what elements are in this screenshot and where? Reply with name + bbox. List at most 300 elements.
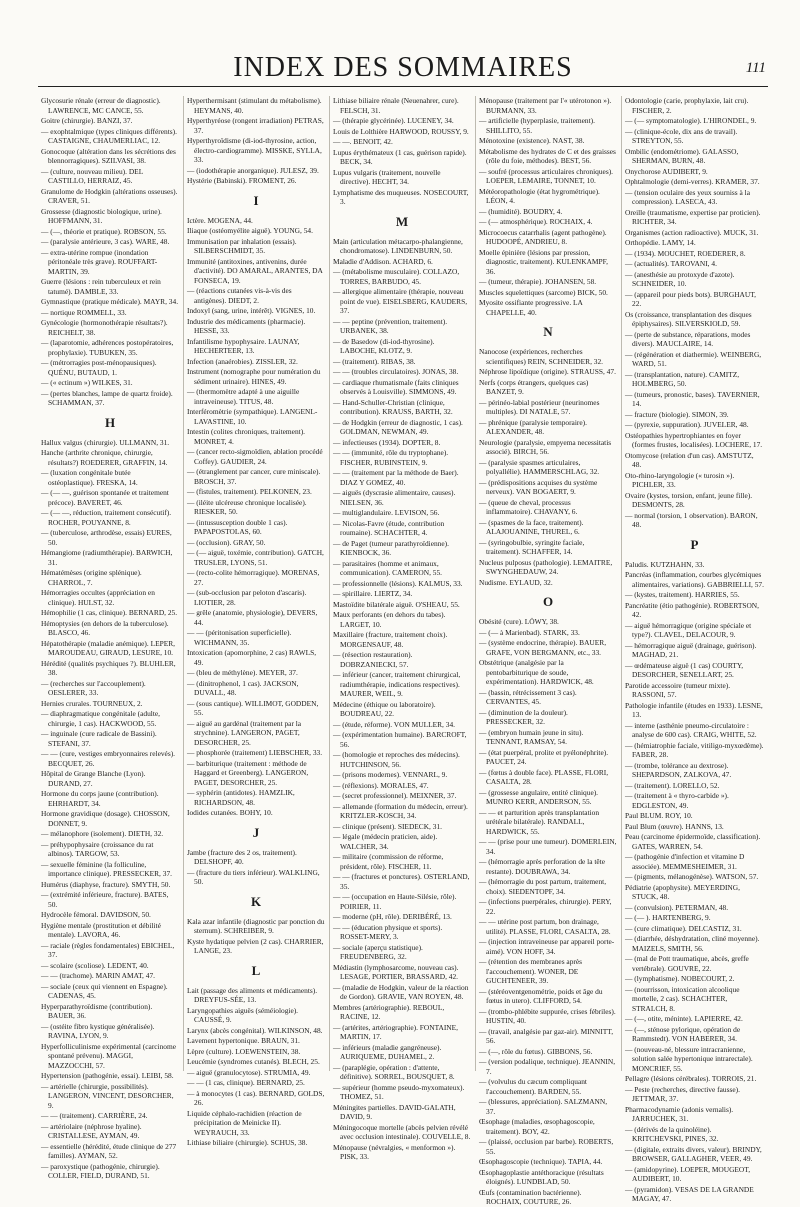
index-entry: — (— aiguë, toxémie, contribution). GATCH, TRUSLER, LYONS, 51. (187, 548, 324, 567)
section-letter: N (543, 324, 553, 339)
index-entry: — fracture (biologie). SIMON, 39. (625, 409, 729, 419)
index-entry: — aiguë hémorragique (origine spéciale et type?). CLAVEL, DELACOUR, 9. (625, 620, 752, 639)
index-entry: Œsophagoplastie antéthoracique (résultats éloignés). LUNDBLAD, 50. (479, 1167, 604, 1186)
index-entry: Maxillaire (fracture, traitement choix). MORGENSAUF, 48. (333, 630, 448, 649)
index-entry: — phosphorée (traitement) LIEBSCHER, 33. (187, 748, 323, 757)
index-entry: Hypertension (pathogénie, essai). LEIBI, 58. (41, 1071, 174, 1080)
index-entry: — (injection intraveineuse par appareil porte-aimé). VON HOFF, 34. (479, 937, 615, 956)
index-entry: — (rétention des membranes après l'accouchement). WONER, DE GUCHTENEER, 39. (479, 957, 583, 985)
index-entry: — Peste (recherches, directive fausse). JETTMAR, 37. (625, 1084, 740, 1103)
index-entry: Lait (passage des aliments et médicaments). DREYFUS-SÉE, 13. (187, 985, 318, 1004)
index-entry: Pancréas (inflammation, courbes glycémiques alimentaires, variations). GABBRIELLI, 57. (625, 570, 764, 589)
index-entry: Kala azar infantile (diagnostic par ponction du sternum). SCHREIBER, 9. (187, 916, 325, 935)
index-entry: Interféromètrie (sympathique). LANGENL-LAVASTINE, 10. (187, 407, 318, 426)
index-entry: — (métabolisme musculaire). COLLAZO, TORRES, BARBUDO, 45. (333, 267, 460, 286)
index-entry: — (tumeurs, pronostic, bases). TAVERNIER, 14. (625, 389, 760, 408)
index-entry: Ombilic (endométriome). GALASSO, SHERMAN, BURN, 48. (625, 146, 739, 165)
index-entry: — (laparotomie, adhérences postopératoires, prophylaxie). TUBUKEN, 35. (41, 338, 174, 357)
index-entry: — (système endocrine, thérapie). BAUER, GRAFE, VON BERGMANN, etc., 33. (479, 638, 607, 657)
index-entry: — (clinique-école, dix ans de travail). STREYTON, 55. (625, 126, 738, 145)
index-entry: Paul Blum (œuvre). HANNS, 13. (625, 821, 724, 831)
index-entry: — (prisons modernes). VENNARL, 9. (333, 770, 448, 779)
index-entry: — (maladie de Hodgkin, valeur de la réaction de Gordon). GRAVIE, VAN ROYEN, 48. (333, 982, 469, 1001)
index-entry: Lithiase biliaire (chirurgie). SCHUS, 38. (187, 1138, 308, 1147)
section-letter: H (104, 414, 116, 430)
index-entry: Oreille (traumatisme, expertise par proticien). RICHTER, 34. (625, 207, 761, 226)
index-entry: — (syringobulbie, syringite faciale, traitement). SCHAFFER, 14. (479, 537, 585, 556)
index-entry: — — (fractures et ponctures). OSTERLAND, 35. (333, 872, 470, 891)
index-entry: — (tuberculose, arthrodèse, essais) EURES, 50. (41, 528, 172, 547)
index-entry: — (résection restauration). DOBRZANIECKI, 57. (333, 650, 413, 669)
index-entry: — hémorragique aiguë (drainage, guérison). MAGHAD, 21. (625, 640, 757, 659)
index-entry: — (transplantation, nature). CAMITZ, HOLMBERG, 50. (625, 369, 740, 388)
index-entry: Paul BLUM. ROY, 10. (625, 811, 693, 820)
index-entry: Hôpital de Grange Blanche (Lyon). DURAND, 27. (41, 769, 146, 788)
index-entry: Lymphatisme des muqueuses. NOSECOURT, 3. (333, 187, 469, 206)
index-entry: — — (cure, vestiges embryonnaires relevés). BECQUET, 26. (41, 749, 176, 768)
index-entry: Myosite ossifiante progressive. LA CHAPELLE, 40. (479, 298, 583, 317)
index-entry: — (stéréoventgenométrie, poids et âge du fœtus in utero). CLIFFORD, 54. (479, 986, 603, 1005)
index-entry: Hormone du corps jaune (contribution). EHRHARDT, 34. (41, 789, 159, 808)
index-entry: — artériolaire (néphrose hyaline). CRISTALLESE, AYMAN, 49. (41, 1121, 142, 1140)
index-entry: — (1934). MOUCHET, ROEDERER, 8. (625, 248, 746, 258)
index-entry: Météoropathologie (état hygrométrique). LÉON, 4. (479, 186, 600, 205)
index-entry: — (queue de cheval, processus inflammatoire). CHAVANY, 6. (479, 497, 578, 516)
index-entry: Instrument (nomographe pour numération du sédiment urinaire). HINES, 49. (187, 367, 321, 386)
index-entry: Gymnastique (pratique médicale). MAYR, 34. (41, 297, 179, 306)
index-entry: — interne (asthénie pneumo-circulatoire : analyse de 600 cas). CRAIG, WHITE, 52. (625, 720, 757, 739)
index-entry: — (secret professionnel). MEIXNER, 37. (333, 791, 457, 800)
index-entry: — (intussusception double 1 cas). PAPAPOSTOLAS, 60. (187, 517, 288, 536)
index-entry: — (occlusion). GRAY, 50. (187, 537, 266, 547)
index-column-2 (184, 96, 330, 1147)
index-entry: Nerfs (corps étrangers, quelques cas) BANZET, 9. (479, 377, 589, 396)
index-entry: Hémangiome (radiumthérapie). BARWICH, 31. (41, 548, 173, 567)
index-entry: — (diminution de la douleur). PRESSECKER, 32. (479, 707, 568, 726)
section-letter: J (252, 824, 260, 840)
index-entry: — (convulsion). PETERMAN, 48. (625, 902, 729, 912)
index-entry: Pharmacodynamie (adonis vernalis). JARRUCHEK, 31. (625, 1104, 734, 1123)
index-entry: — phrénique (paralysie temporaire). ALEXANDER, 48. (479, 417, 587, 436)
section-letter: L (251, 962, 261, 978)
index-entry: — (traitement). LORELLO, 52. (625, 780, 720, 790)
index-entry: — (trombo-phlébite suppurée, crises fébriles). HUSTIN, 40. (479, 1006, 616, 1025)
index-entry: — exophtalmique (types cliniques différents). CASTAIGNE, CHAUMERLIAC, 12. (41, 126, 177, 145)
index-entry: — — (1 cas, clinique). BERNARD, 25. (187, 1078, 305, 1087)
index-entry: Louis de Lolthière HARWOOD, ROUSSY, 9. (333, 126, 469, 136)
section-letter: I (253, 192, 259, 208)
index-entry: Hanche (arthrite chronique, chirurgie, résultats?) ROEDERER, GRAFFIN, 14. (41, 448, 168, 467)
index-entry: — soufré (processus articulaires chroniques). LOEPER, LEMAIRE, TONNET, 10. (479, 166, 614, 185)
index-column-4 (476, 96, 622, 1206)
index-entry: — aiguë (granulocytose). STRUMIA, 49. (187, 1067, 311, 1077)
index-entry: Neurologie (paralysie, empyema necessitatis associé). BIRCH, 56. (479, 437, 612, 456)
index-entry: — (dinitrophenol, 1 cas). JACKSON, DUVALL, 48. (187, 678, 299, 697)
index-entry: — (hémiatrophie faciale, vitiligo-myxœdème). FABER, 28. (625, 740, 764, 759)
index-entry: Obstétrique (analgésie par la pentobarbiturique de soude, expérimentation). HARDWICK, 48. (479, 658, 594, 686)
index-entry: — moderne (pH, rôle). DERIBÉRÉ, 13. (333, 912, 452, 921)
index-entry: — (actualités). TAROVANI, 4. (625, 259, 717, 268)
index-entry: — artificielle (hyperplasie, traitement). SHILLITO, 55. (479, 116, 595, 135)
index-entry: — allergique alimentaire (thérapie, nouveau point de vue). EISELSBERG, KAUDERS, 37. (333, 287, 468, 315)
index-entry: — artérielle (chirurgie, possibilités). LANGERON, VINCENT, DESORCHER, 9. (41, 1081, 174, 1110)
index-entry: — (mal de Pott traumatique, abcès, greffe vertébrale). GOUVRE, 22. (625, 954, 749, 973)
index-entry: — syphérin (antidotes). HAMZLIK, RICHARDSON, 48. (187, 788, 295, 807)
index-entry: — — (occupation en Haute-Silésie, rôle). POIRIER, 11. (333, 892, 457, 911)
index-entry: — (cancer recto-sigmoïdien, ablation procédé Coffey). GAUDIER, 24. (187, 447, 323, 466)
index-entry: Maladie d'Addison. ACHARD, 6. (333, 256, 433, 266)
index-entry: Industrie des médicaments (pharmacie). HESSE, 33. (187, 316, 306, 335)
index-entry: — (homologie et reproches des médecins). HUTCHINSON, 56. (333, 750, 460, 769)
index-entry: — (version podalique, technique). JEANNIN, 7. (479, 1057, 616, 1076)
index-entry: — sociale (aperçu statistique). FREUDENBERG, 32. (333, 942, 423, 961)
index-entry: Otomycose (relation d'un cas). AMSTUTZ, 48. (625, 450, 754, 469)
index-entry: — grêle (anatomie, physiologie), DEVERS, 44. (187, 608, 318, 627)
index-entry: Hyperthyroïdisme (di-iod-thyrosine, action, électro-cardiogramme). MISSKE, SYLLA, 33. (187, 136, 322, 164)
index-entry: — (hémorragie du post partum, traitement, choix). SIEDENTOPF, 34. (479, 877, 607, 896)
index-entry: — Hand-Schuller-Christian (clinique, contribution). KRAUSS, BARTH, 32. (333, 397, 453, 416)
index-entry: Ostéopathies hypertrophiantes en foyer (formes frustes, localisées). LOCHERE, 17. (625, 430, 763, 449)
index-entry: Pathologie infantile (études en 1933). LESNE, 13. (625, 700, 763, 719)
index-entry: Lèpre (culture). LOEWENSTEIN, 38. (187, 1046, 301, 1056)
index-entry: — (diarrhée, déshydratation, cliné moyenne). MAIZELS, SMITH, 56. (625, 934, 760, 953)
index-entry: — (hémorragie après perforation de la tête restante). DOUBRAWA, 34. (479, 857, 605, 876)
index-entry: — de Basedow (di-iod-thyrosine). LABOCHE, KLOTZ, 9. (333, 336, 435, 355)
index-entry: — (pathogénie d'infection et vitamine D associée). MEMMESHEIMER, 31. (625, 852, 745, 871)
index-entry: — — (traitement par la méthode de Baer). DIAZ Y GOMEZ, 40. (333, 468, 459, 487)
index-entry: Hyperfolliculinisme expérimental (carcinome spontané prévenu). MAGGI, MAZZOCCHI, 57. (41, 1041, 177, 1070)
index-entry: Grossesse (diagnostic biologique, urine). HOFFMANN, 31. (41, 206, 162, 225)
index-entry: — (paraplégie, opération : d'attente, définitive). SORREL, BOUSQUET, 8. (333, 1062, 455, 1081)
index-entry: — (nourrisson, intoxication alcoolique mortelle, 2 cas). SCHACHTER, STRALCH, 8. (625, 984, 740, 1013)
index-entry: Gynécologie (hormonothérapie résultats?). REICHELT, 38. (41, 318, 168, 337)
page-header (38, 46, 768, 87)
index-entry: — normal (torsion, 1 observation). BARON, 48. (625, 510, 758, 529)
index-entry: — (recherches sur l'accouplement). OESLERER, 33. (41, 678, 146, 697)
index-entry: — (—, théorie et pratique). ROBSON, 55. (41, 226, 167, 236)
index-entry: — diaphragmatique congénitale (adulte, chirurgie, 1 cas). HACKWOOD, 55. (41, 709, 161, 728)
index-entry: — (étranglement par cancer, cure miniscale). BROSCH, 37. (187, 467, 321, 486)
page-title: INDEX DES SOMMAIRES (233, 52, 573, 83)
index-entry: Main (articulation métacarpo-phalangienne, chondromatose). LINDENBURN, 50. (333, 236, 463, 255)
index-entry: — (recto-colite hémorragique). MORENAS, 27. (187, 568, 320, 587)
index-entry: — cardiaque rhumatismale (faits cliniques observés à Louisville). SIMMONS, 49. (333, 377, 459, 396)
index-entry: Méningites partielles. DAVID-GALATH, DAVID, 9. (333, 1102, 456, 1121)
index-entry: Iliaque (ostéomyélite aiguë). YOUNG, 54. (187, 226, 313, 235)
index-entry: — (pyrexie, suppuration). JUVELER, 48. (625, 420, 749, 429)
index-entry: Muscles squelettiques (sarcome) BICK, 50. (479, 287, 608, 297)
index-entry: Liquide céphalo-rachidien (réaction de précipitation de Meinicke II). WEYRAUCH, 33. (187, 1108, 302, 1137)
index-entry: — (infections puerpérales, chirurgie). PERY, 22. (479, 897, 612, 916)
index-entry: Immunisation par inhalation (essais). SILBERSCHMIDT, 35. (187, 236, 297, 255)
index-entry: — nortique ROMMELL, 33. (41, 307, 127, 317)
index-entry: Hépatothérapie (maladie anémique). LEPER, MAROUDEAU, GIRAUD, LESURE, 10. (41, 638, 176, 657)
index-entry: — (ostéite fibro kystique généralisée). RAVINA, LYON, 9. (41, 1021, 155, 1040)
index-entry: Pellagre (lésions cérébrales). TORROIS, 21. (625, 1074, 757, 1083)
index-entry: — de Hodgkin (erreur de diagnostic, 1 cas). GOLDMAN, NEWMAN, 49. (333, 417, 463, 436)
index-entry: Nucleus pulposus (pathologie). LEMAITRE, SWYNGHEDAUW, 24. (479, 557, 613, 576)
index-entry: — — (traitement). CARRIÈRE, 24. (41, 1111, 148, 1120)
index-entry: Intestin (colites chroniques, traitement). MONRET, 4. (187, 427, 306, 446)
index-entry: — (régénération et diathermie). WEINBERG, WARD, 51. (625, 349, 762, 368)
index-entry: Immunité (antitoxines, antivenins, durée d'activité). DO AMARAL, ARANTES, DA FONSECA, 19. (187, 256, 323, 285)
index-entry: — (trombe, tolérance au dextrose). SHEPARDSON, ZALKOVA, 47. (625, 760, 732, 779)
index-entry: Nanocose (expériences, recherches scientifiques) REIN, SCHNEIDER, 32. (479, 347, 604, 366)
index-entry: Œsophagoscopie (technique). TAPIA, 44. (479, 1157, 603, 1166)
index-entry: — (état puerpéral, prolite et pyélonéphrite). PAUCET, 24. (479, 747, 609, 766)
index-entry: — (fistules, traitement). PELKONEN, 23. (187, 487, 312, 496)
index-entry: Hallux valgus (chirurgie). ULLMANN, 31. (41, 437, 170, 447)
index-entry: — militaire (commission de réforme, président, rôle). FISCHER, 11. (333, 852, 444, 871)
index-entry: Goitre (chirurgie). BANZI, 37. (41, 116, 133, 125)
index-entry: — allemande (formation du médecin, erreur). KRITZLER-KOSCH, 34. (333, 801, 468, 820)
index-entry: Guerre (lésions : rein tuberculeux et rein tatumé). DAMBLE, 33. (41, 277, 161, 296)
index-entry: Ménotoxine (existence). NAST, 38. (479, 136, 585, 145)
index-entry: — (fracture du tiers inférieur). WALKLING, 50. (187, 867, 320, 886)
index-entry: — (lymphatisme). NOBECOURT, 2. (625, 974, 735, 983)
index-entry: — de Paget (tumeur parathyroïdienne). KIENBOCK, 36. (333, 538, 449, 557)
index-entry: — inguinale (cure radicale de Bassini). STEFANI, 37. (41, 729, 157, 748)
index-entry: — (— symptomatologie). L'HIRONDEL, 9. (625, 116, 757, 125)
section-letter: P (690, 536, 699, 552)
index-entry: Microcoecus catarrhalis (agent pathogène). HUDOOPÉ, ANDRIEU, 8. (479, 227, 607, 246)
index-entry: Méningocoque mortelle (abcès pelvien révélé avec occlusion intestinale). COUVELLE, 8. (333, 1122, 471, 1141)
index-entry: — sociale (ceux qui viennent en Espagne). CADENAS, 45. (41, 981, 168, 1000)
page-number: 111 (745, 60, 766, 76)
index-entry: — barbiturique (traitement : méthode de Haggard et Greenberg). LANGERON, PAGET, DESORCHER, 25. (187, 758, 309, 787)
index-entry: — légale (médecin praticien, aide). WALCHER, 34. (333, 832, 438, 851)
index-column-3 (330, 96, 476, 1161)
index-entry: — (expérimentation humaine). BARCROFT, 56. (333, 730, 467, 749)
index-entry: — (pigments, mélanogénèse). WATSON, 57. (625, 872, 759, 881)
index-entry: — (sous cantique). WILLIMOT, GODDEN, 55. (187, 698, 319, 717)
index-entry: — raciale (règles fondamentales) EBICHEL, 37. (41, 940, 175, 959)
index-entry: — (thérapie glycérinée). LUCENEY, 34. (333, 116, 454, 125)
index-entry: Œsophage (maladies, œsophagoscopie, traitement). BOY, 42. (479, 1117, 595, 1136)
index-entry: Hystérie (Babinski). FROMENT, 26. (187, 176, 297, 185)
index-entry: Mastoïdite bilatérale aiguë. O'SHEAU, 55. (333, 599, 460, 609)
index-entry: Iodides cutanées. BOHY, 10. (187, 808, 273, 817)
index-entry: — à monocytes (1 cas). BERNARD, GOLDS, 26. (187, 1088, 325, 1107)
index-entry: — (appareil pour pieds bots). BURGHAUT, 22. (625, 289, 757, 308)
index-entry: Granulome de Hodgkin (altérations osseuses). CRAVER, 51. (41, 186, 178, 205)
index-entry: — (travail, analgésie par gaz-air). MINNITT, 56. (479, 1026, 614, 1045)
index-entry: — — (immunité, rôle du tryptophane). FISCHER, RUBINSTEIN, 9. (333, 448, 449, 467)
index-entry: — (bleu de méthylène). MEYER, 37. (187, 668, 298, 677)
index-entry: Ophtalmologie (demi-verres). KRAMER, 37. (625, 177, 760, 186)
index-entry: — (—, otite, méninte). LAPIERRE, 42. (625, 1014, 743, 1023)
index-entry: — (bassin, rétrécissement 3 cas). CERVANTES, 45. (479, 687, 577, 706)
index-entry: — multiglandulaire. LEVISON, 56. (333, 508, 440, 517)
index-entry: — (perte de substance, réparations, modes divers). MAUCLAIRE, 14. (625, 329, 751, 348)
index-entry: Infantilisme hypophysaire. LAUNAY, HECHERTEER, 13. (187, 336, 300, 355)
index-entry: — (paralysie spasmes articulaires, polyallélie). HAMMERSCHLAG, 32. (479, 457, 600, 476)
index-entry: Hygiène mentale (prostitution et débilité mentale). LAVORA, 46. (41, 920, 161, 939)
index-entry: Ménopause (névralgies, « menformon »). PISK, 33. (333, 1142, 456, 1161)
index-entry: — (tumeur, thérapie). JOHANSEN, 58. (479, 277, 597, 286)
index-entry: — (métrorragies post-ménopausiques). QUÉNU, BUTAUD, 1. (41, 358, 157, 377)
index-entry: — (— —, réduction, traitement consécutif). ROCHER, POUYANNE, 8. (41, 508, 172, 527)
index-entry: Oto-rhino-laryngologie (« turosin »). PICHLER, 33. (625, 470, 735, 489)
index-entry: Hémophilie (1 cas, clinique). BERNARD, 25. (41, 608, 178, 617)
index-entry: Médiastin (lymphosarcome, nouveau cas). LESAGE, PORTIER, BRASSARD, 42. (333, 962, 459, 981)
index-entry: Jambe (fracture des 2 os, traitement). DELSHOPF, 40. (187, 847, 297, 866)
index-entry: Odontologie (carie, prophylaxie, lait cru). FISCHER, 2. (625, 96, 749, 115)
index-entry: — (prédispositions acquises du système nerveux). VAN BOGAERT, 9. (479, 477, 598, 496)
index-entry: Os (croissance, transplantation des disques épiphysaires). SILVERSKIOLD, 59. (625, 309, 752, 328)
index-entry: — inférieurs (maladie gangréneuse). AURIQUEME, DUHAMEL, 2. (333, 1042, 442, 1061)
index-entry: — (pertes blanches, lampe de quartz froide). SCHAMMAN, 37. (41, 388, 173, 407)
index-entry: Médecine (éthique ou laboratoire). BOUDREAU, 22. (333, 699, 436, 718)
index-entry: Métabolisme des hydrates de C et des graisses (rôle du foie, méthodes). BEST, 56. (479, 146, 616, 165)
index-entry: Hydrocèle fémoral. DAVIDSON, 50. (41, 910, 151, 919)
index-entry: — (thermomètre adapté à une aiguille intraveineuse). TITUS, 48. (187, 387, 300, 406)
index-entry: — (paralysie antérieure, 3 cas). WARE, 48. (41, 237, 170, 246)
index-entry: Hernies crurales. TOURNEUX, 2. (41, 698, 143, 708)
index-entry: — professionnelle (lésions). KALMUS, 33. (333, 578, 463, 588)
index-entry: — — (péritonisation superficielle). WICHMANN, 35. (187, 628, 292, 647)
index-entry: — essentielle (hérédité, étude clinique de 277 familles). AYMAN, 52. (41, 1141, 177, 1160)
index-entry: Obésité (cure). LÖWY, 38. (479, 617, 559, 626)
index-entry: — (digitale, extraits divers, valeur). BRINDY, BROWSER, GALLAGHER, VEER, 49. (625, 1144, 762, 1163)
index-entry: — — (troubles circulatoires). JONAS, 38. (333, 367, 459, 376)
index-entry: — (volvulus du cæcum compliquant l'accouchement). BARDEN, 55. (479, 1077, 587, 1096)
index-entry: — (— —, guérison spontanée et traitement précoce). BAVERET, 46. (41, 488, 169, 507)
index-entry: Moelle épinière (lésions par pression, diagnostic, traitement). KULENKAMPF, 36. (479, 247, 608, 276)
index-entry: — (réflexions). MORALES, 47. (333, 780, 429, 790)
index-entry: — (kystes, traitement). HARRIES, 55. (625, 590, 740, 599)
index-entry: — (traitement). RIBAS, 38. (333, 356, 416, 366)
index-entry: Hyperthermisant (stimulant du métabolisme). HEYMANS, 40. (187, 96, 322, 115)
index-entry: — —. BENOIT, 42. (333, 137, 393, 146)
index-entry: Ictère. MOGENA, 44. (187, 215, 253, 225)
index-entry: — (nouveau-né, blessure intracranienne, solution salée hypertonique intrarectale). MONCRIEF, 55. (625, 1044, 753, 1073)
index-entry: — (fœtus à double face). PLASSE, FLORI, CASALTA, 28. (479, 767, 609, 786)
section-letter: K (250, 893, 262, 909)
index-entry: Glycosurie rénale (erreur de diagnostic). LAWRENCE, MC CANCE, 55. (41, 96, 161, 115)
index-entry: Lupus vulgaris (traitement, nouvelle directive). HECHT, 34. (333, 167, 441, 186)
index-entry: Œufs (contamination bactérienne). ROCHAIX, COUTURE, 26. (479, 1187, 582, 1206)
index-entry: — (embryon humain jeune in situ). TENNANT, RAMSAY, 54. (479, 727, 584, 746)
index-entry: Intoxication (apomorphine, 2 cas) RAWLS, 49. (187, 648, 317, 667)
index-entry: — spirillaire. LIERTZ, 34. (333, 589, 413, 598)
index-entry: — (artérites, artériographie). FONTAINE, MARTIN, 17. (333, 1022, 459, 1041)
index-entry: Pédiatrie (apophysite). MEYERDING, STUCK, 48. (625, 882, 740, 901)
index-entry: — (grossesse angulaire, entité clinique). MUNRO KERR, ANDERSON, 55. (479, 787, 599, 806)
index-entry: Gonocoque (altération dans les sécrétions des blennorragiques). SZILVASI, 38. (41, 146, 176, 165)
index-entry: — (dérivés de la quinoléine). KRITCHEVSKI, PINES, 32. (625, 1124, 719, 1143)
index-entry: — (blessures, appréciation). SALZMANN, 37. (479, 1097, 608, 1116)
index-entry: — (—, rôle du fœtus). GIBBONS, 56. (479, 1046, 593, 1056)
index-entry: — — et parturition après transplantation urétérale bilatérale). RANDALL, HARDWICK, 55. (479, 807, 600, 836)
index-entry: — (anesthésie au protoxyde d'azote). SCHNEIDER, 10. (625, 269, 735, 288)
index-entry: — (humidité). BOUDRY, 4. (479, 206, 563, 216)
index-entry: Parotide accessoire (tumeur mixte). RASSONI, 57. (625, 680, 731, 699)
index-entry: — (spasmes de la face, traitement). ALAJOUANINE, THUREL, 6. (479, 517, 584, 536)
index-entry: Paludis. KUTZHAHN, 33. (625, 559, 705, 569)
index-entry: — (amidopyrine). LOEPER, MOUGEOT, AUDIBERT, 10. (625, 1164, 751, 1183)
index-entry: — parasitaires (homme et animaux, communication). CAMERON, 55. (333, 558, 443, 577)
index-entry: — (— ). HARTENBERG, 9. (625, 913, 711, 922)
index-column-1 (38, 96, 184, 1180)
index-entry: — (étude, réforme). VON MULLER, 34. (333, 719, 455, 729)
index-entry: — (traitement à « thyro-carbide »). EDGLESTON, 49. (625, 791, 729, 810)
index-entry: Hématémèses (origine splénique). CHARROL, 7. (41, 568, 142, 587)
section-letter: O (542, 594, 554, 609)
index-entry: — (tension oculaire des yeux sourniss à la compression). LASECA, 43. (625, 187, 750, 206)
index-entry: Laryngopathies aiguës (séméiologie). CAUSSÉ, 9. (187, 1005, 299, 1024)
index-entry: Hormone gravidique (dosage). CHOSSON, DONNET, 9. (41, 809, 170, 828)
index-entry: Maux perforants (en dehors du tabes). LARGET, 10. (333, 610, 446, 629)
index-entry: Pancréatite (étio pathogénie). ROBERTSON, 42. (625, 600, 759, 619)
index-entry: — (sub-occlusion par peloton d'ascaris). LIOTIER, 28. (187, 588, 307, 607)
index-entry: — (plaissé, occlusion par barbe). ROBERTS, 55. (479, 1137, 614, 1156)
index-entry: Larynx (abcès congénital). WILKINSON, 48. (187, 1025, 323, 1035)
index-entry: — (iléite ulcéreuse chronique localisée). RIESKER, 50. (187, 497, 307, 516)
index-entry: — (réactions cutanées vis-à-vis des antigènes). DIEDT, 2. (187, 286, 292, 305)
index-entry: Nudisme. EYLAUD, 32. (479, 577, 553, 587)
index-entry: — (cure climatique). DELCASTIZ, 31. (625, 923, 742, 933)
index-entry: Indoxyl (sang, urine, intérêt). VIGNES, 10. (187, 306, 316, 315)
section-letter: M (395, 213, 409, 229)
index-entry: — (« ectinum ») WILKES, 31. (41, 378, 133, 387)
index-entry: Peau (carcinome épidermoïde, classification). GATES, WARREN, 54. (625, 832, 761, 851)
index-entry: Ménopause (traitement par l'« utérotonon »). BURMANN, 33. (479, 96, 612, 115)
index-entry: Hémorragies occultes (appréciation en clinique). HULST, 32. (41, 588, 155, 607)
index-entry: Kyste hydatique pelvien (2 cas). CHARRIER, LANGE, 23. (187, 936, 324, 955)
index-entry: — extra-utérine rompue (inondation péritonéale très grave). ROUFFART-MARTIN, 39. (41, 247, 158, 276)
index-entry: — aiguë au gardénal (traitement par la strychnine). LANGERON, PAGET, DESORCHER, 25. (187, 718, 302, 747)
index-entry: — préhypophysaire (croissance du rat albinos). TARGOW, 53. (41, 839, 154, 858)
index-entry: — inférieur (cancer, traitement chirurgical, radiumthérapie, indications respectives). MAURER, WEIL, 9. (333, 670, 461, 698)
index-entry: — paroxystique (pathogénie, chirurgie). COLLER, FIELD, DURAND, 51. (41, 1161, 160, 1180)
index-entry: Hyperparathyroïdisme (contribution). BAUER, 36. (41, 1001, 153, 1020)
index-columns (38, 96, 770, 1206)
index-entry: Hémoptysies (en dehors de la tuberculose). BLASCO, 46. (41, 618, 169, 637)
index-entry: — — peptine (prévention, traitement). URBANEK, 38. (333, 316, 448, 335)
index-entry: Leucémie (syndromes cutanés). BLECH, 25. (187, 1057, 320, 1066)
index-entry: — œdémateuse aiguë (1 cas) COURTY, DESORCHER, SENELLART, 25. (625, 660, 744, 679)
index-entry: Humérus (diaphyse, fracture). SMYTH, 50. (41, 879, 171, 889)
index-entry: Lithiase biliaire rénale (Neuenahrer, cure). FELSCH, 31. (333, 96, 459, 115)
index-entry: Lupus érythémateux (1 cas, guérison rapide). BECK, 34. (333, 147, 467, 166)
index-entry: — (— à Marienbad). STARK, 33. (479, 627, 580, 637)
index-entry: — (iodothérapie anorganique). JULESZ, 39. (187, 165, 319, 175)
index-entry: Infection (anaérobies). ZISSLER, 32. (187, 356, 298, 366)
index-entry: Hyperthyréose (rongent irradiation) PETRAS, 37. (187, 116, 324, 135)
index-entry: — (— atmosphérique). ROCHAIX, 4. (479, 217, 593, 226)
index-entry: — (—, sténose pylorique, opération de Rammstedt). VON HABERER, 34. (625, 1024, 741, 1043)
index-entry: — — utérine post partum, bon drainage, utilité). PLASSE, FLORI, CASALTA, 28. (479, 917, 611, 936)
index-entry: — (extrémité inférieure, fracture). BATES, 50. (41, 890, 169, 909)
index-entry: — aiguës (dyscrasie alimentaire, causes). NIELSEN, 36. (333, 488, 456, 507)
index-entry: Orthopédie. LAMY, 14. (625, 238, 696, 247)
index-entry: — (culture, nouveau milieu). DEL CASTILLO, HERRAIZ, 45. (41, 166, 143, 185)
index-entry: — (luxation congénitale butée ostéoplastique). FRESKA, 14. (41, 468, 138, 487)
index-entry: Néphrose lipoïdique (origine). STRAUSS, 47. (479, 367, 616, 376)
index-entry: — — (trachome). MARIN AMAT, 47. (41, 971, 155, 980)
index-entry: — Nicolas-Favre (étude, contribution roumaine). SCHACHTER, 4. (333, 518, 445, 537)
index-entry: — supérieur (homme pseudo-myxomateux). THOMEZ, 51. (333, 1082, 465, 1101)
index-entry: — — (prise pour une tumeur). DOMERLEIN, 34. (479, 837, 617, 856)
index-entry: — mélanophore (isolement). DIETH, 32. (41, 829, 164, 838)
index-entry: Hérédité (qualités psychiques ?). BLUHLER, 38. (41, 658, 176, 677)
index-entry: Organismes (action radioactive). MUCK, 31. (625, 227, 759, 237)
index-entry: — scolaire (scoliose). LEDENT, 40. (41, 960, 149, 970)
index-entry: — — (éducation physique et sports). ROSSET-MERY, 3. (333, 922, 443, 941)
index-entry: — périnéo-labial postérieur (neurinomes multiples). DI NATALE, 57. (479, 397, 600, 416)
index-entry: — clinique (présent). SIEDECK, 31. (333, 821, 442, 831)
